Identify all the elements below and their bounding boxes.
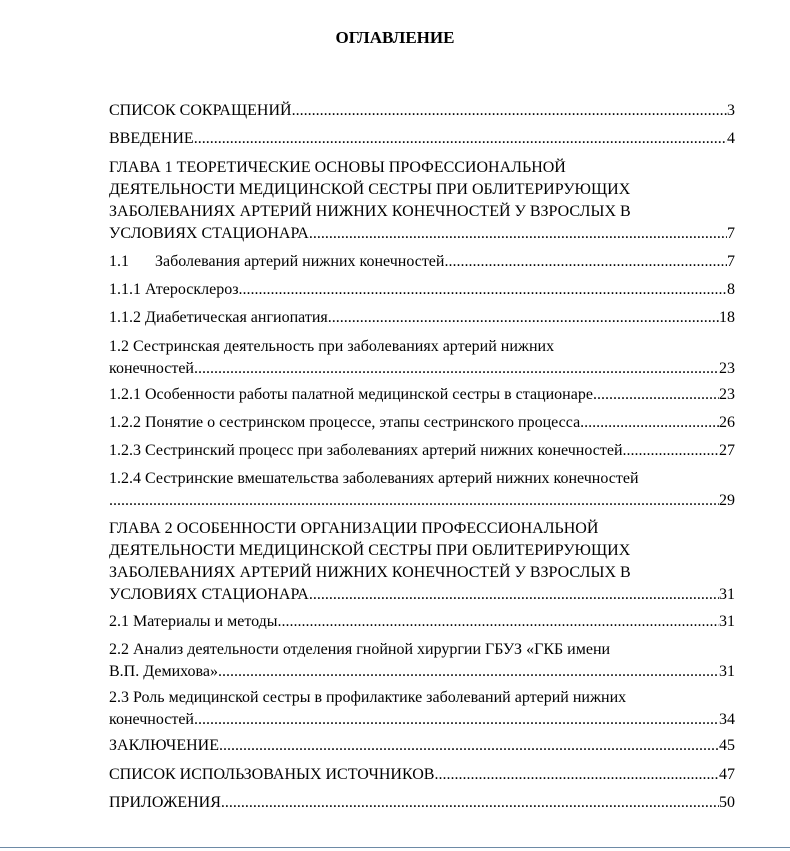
toc-entry[interactable] [109, 793, 735, 813]
toc-entry[interactable] [109, 612, 735, 632]
toc-entry-text: конечностей [109, 711, 194, 728]
toc-dot-leader [309, 584, 719, 606]
toc-entry-text: ВВЕДЕНИЕ [109, 130, 194, 147]
toc-entry-text: 1.2.1 Особенности работы палатной медицинской сестры в стационаре [109, 386, 593, 403]
toc-entry[interactable] [109, 469, 735, 511]
toc-dot-leader [593, 385, 719, 405]
toc-dot-leader [623, 441, 719, 461]
toc-entry-text: ЗАБОЛЕВАНИЯХ АРТЕРИЙ НИЖНИХ КОНЕЧНОСТЕЙ У ВЗРОСЛЫХ В [109, 564, 631, 581]
toc-page-number: 31 [719, 663, 735, 680]
toc-entry-text: УСЛОВИЯХ СТАЦИОНАРА [109, 586, 309, 603]
toc-page-number: 7 [727, 225, 735, 242]
toc-dot-leader [434, 765, 719, 785]
toc-dot-leader [219, 736, 719, 756]
toc-page-number: 31 [719, 586, 735, 603]
toc-page-number: 50 [719, 794, 735, 811]
toc-entry-text: конечностей [109, 360, 194, 377]
toc-dot-leader [194, 710, 719, 730]
toc-entry-text: Заболевания артерий нижних конечностей [155, 253, 445, 270]
toc-entry-text: ГЛАВА 2 ОСОБЕННОСТИ ОРГАНИЗАЦИИ ПРОФЕССИОНАЛЬНОЙ [109, 520, 599, 537]
toc-entry-text: 1.2.2 Понятие о сестринском процессе, этапы сестринского процесса [109, 414, 581, 431]
toc-page-number: 31 [719, 613, 735, 630]
toc-page-number: 26 [719, 414, 735, 431]
toc-entry-text: 1.1.2 Диабетическая ангиопатия [109, 309, 328, 326]
toc-entry[interactable] [109, 308, 735, 328]
toc-entry[interactable] [109, 337, 735, 379]
toc-page-number: 4 [727, 130, 735, 147]
toc-dot-leader [194, 359, 719, 379]
toc-entry-text: СПИСОК СОКРАЩЕНИЙ [109, 102, 292, 119]
toc-entry-text: В.П. Демихова» [109, 663, 218, 680]
toc-dot-leader [292, 101, 727, 121]
toc-dot-leader [109, 491, 719, 511]
toc-page-number: 23 [719, 386, 735, 403]
toc-entry[interactable] [109, 385, 735, 405]
toc-entry-text: 1.1.1 Атеросклероз [109, 281, 239, 298]
toc-entry-text: УСЛОВИЯХ СТАЦИОНАРА [109, 225, 309, 242]
toc-dot-leader [278, 612, 719, 632]
toc-entry[interactable] [109, 157, 735, 245]
toc-page-number: 34 [719, 711, 735, 728]
toc-dot-leader [239, 280, 727, 300]
toc-page-number: 29 [719, 492, 735, 509]
toc-entry[interactable] [109, 101, 735, 121]
toc-entry-text: ЗАБОЛЕВАНИЯХ АРТЕРИЙ НИЖНИХ КОНЕЧНОСТЕЙ У ВЗРОСЛЫХ В [109, 203, 631, 220]
toc-entry[interactable] [109, 413, 735, 433]
toc-entry-text: ПРИЛОЖЕНИЯ [109, 794, 221, 811]
toc-page-number: 18 [719, 309, 735, 326]
toc-entry-text: 1.2.4 Сестринские вмешательства заболеваниях артерий нижних конечностей [109, 470, 639, 487]
toc-page-number: 23 [719, 360, 735, 377]
toc-entry-text: ДЕЯТЕЛЬНОСТИ МЕДИЦИНСКОЙ СЕСТРЫ ПРИ ОБЛИТЕРИРУЮЩИХ [109, 542, 631, 559]
toc-entry[interactable] [109, 252, 735, 272]
toc-page-number: 3 [727, 102, 735, 119]
toc-entry[interactable] [109, 640, 735, 682]
toc-entry-text: ГЛАВА 1 ТЕОРЕТИЧЕСКИЕ ОСНОВЫ ПРОФЕССИОНАЛЬНОЙ [109, 159, 566, 176]
toc-entry[interactable] [109, 688, 735, 730]
toc-entry[interactable] [109, 280, 735, 300]
toc-entry-text: ЗАКЛЮЧЕНИЕ [109, 737, 219, 754]
toc-title: ОГЛАВЛЕНИЕ [335, 28, 455, 47]
toc-entry[interactable] [109, 129, 735, 149]
toc-page-number: 47 [719, 766, 735, 783]
toc-entry-text: 1.2.3 Сестринский процесс при заболеваниях артерий нижних конечностей [109, 442, 623, 459]
toc-entry-text: 2.2 Анализ деятельности отделения гнойной хирургии ГБУЗ «ГКБ имени [109, 641, 611, 658]
toc-page-number: 27 [719, 442, 735, 459]
toc-dot-leader [580, 413, 719, 433]
toc-entry-text: 2.3 Роль медицинской сестры в профилактике заболеваний артерий нижних [109, 689, 627, 706]
toc-dot-leader [218, 662, 719, 682]
toc-entry-text: СПИСОК ИСПОЛЬЗОВАНЫХ ИСТОЧНИКОВ [109, 766, 435, 783]
toc-dot-leader [309, 223, 727, 245]
toc-entry[interactable] [109, 518, 735, 606]
toc-entry-text: 2.1 Материалы и методы [109, 613, 278, 630]
toc-section-number: 1.1 [109, 253, 129, 270]
toc-entry-text: 1.2 Сестринская деятельность при заболеваниях артерий нижних [109, 338, 555, 355]
toc-entry-text: ДЕЯТЕЛЬНОСТИ МЕДИЦИНСКОЙ СЕСТРЫ ПРИ ОБЛИТЕРИРУЮЩИХ [109, 181, 631, 198]
toc-page-number: 45 [719, 737, 735, 754]
toc-page-number: 7 [727, 253, 735, 270]
toc-dot-leader [328, 308, 719, 328]
page-bottom-divider [0, 847, 790, 848]
toc-page-number: 8 [727, 281, 735, 298]
toc-entry[interactable] [109, 736, 735, 756]
toc-dot-leader [444, 252, 727, 272]
toc-entry[interactable] [109, 441, 735, 461]
toc-dot-leader [194, 129, 727, 149]
toc-dot-leader [221, 793, 719, 813]
toc-entry[interactable] [109, 765, 735, 785]
